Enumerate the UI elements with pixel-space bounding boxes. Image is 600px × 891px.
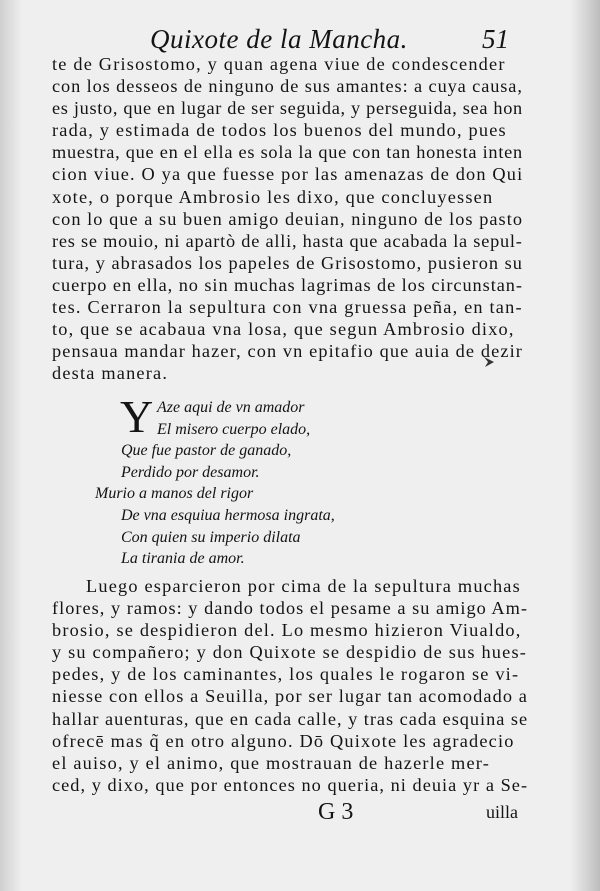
page-edge-shadow — [570, 0, 600, 891]
text-line: te de Grisostomo, y quan agena viue de condescender — [52, 54, 506, 74]
text-line: y su compañero; y don Quixote se despidio de sus hues- — [52, 642, 528, 663]
signature-mark: G 3 — [318, 799, 354, 825]
page-number: 51 — [482, 24, 509, 54]
text-line: res se mouio, ni apartò de alli, hasta que acabada la sepul- — [52, 230, 523, 251]
text-line: es justo, que en lugar de ser seguida, y perseguida, sea hon — [52, 98, 523, 119]
page-gutter-shadow — [0, 0, 22, 891]
text-line: flores, y ramos: y dando todos el pesame a su amigo Am- — [52, 598, 529, 619]
text-line: xote, o porque Ambrosio les dixo, que concluyessen — [52, 186, 494, 207]
text-line: pensaua mandar hazer, con vn epitafio que auia de dezir — [52, 341, 523, 362]
text-line: brosio, se despidieron del. Lo mesmo hizieron Viualdo, — [52, 620, 522, 641]
text-line: ced, y dixo, que por entonces no queria, ni deuia yr a Se- — [52, 774, 529, 795]
prose-top — [52, 53, 522, 384]
text-line: cuerpo en ella, no sin muchas lagrimas de los circunstan- — [52, 274, 523, 295]
text-line: con los desseos de ninguno de sus amantes: a cuya causa, — [52, 76, 523, 97]
verse-line: Perdido por desamor. — [121, 463, 260, 481]
text-line: rada, y estimada de todos los buenos del mundo, pues — [52, 120, 507, 141]
text-line: con lo que a su buen amigo deuian, ninguno de los pasto — [52, 208, 524, 229]
page-header — [150, 20, 530, 56]
verse-line: De vna esquiua hermosa ingrata, — [121, 506, 335, 524]
epitaph-verse — [95, 391, 395, 570]
ink-mark — [482, 355, 496, 369]
text-line: niesse con ellos a Seuilla, por ser lugar tan acomodado a — [52, 686, 528, 707]
text-line: pedes, y de los caminantes, los quales le rogaron se vi- — [52, 664, 520, 685]
text-line: desta manera. — [52, 363, 169, 384]
verse-line: El misero cuerpo elado, — [157, 420, 311, 438]
text-line: muestra, que en el ella es sola la que con tan honesta inten — [52, 142, 523, 163]
text-line: el auiso, y el animo, que mostrauan de hazerle mer- — [52, 752, 490, 773]
prose-bottom — [52, 575, 527, 796]
drop-cap: Y — [120, 391, 154, 442]
verse-line: Con quien su imperio dilata — [121, 528, 301, 546]
verse-line: Aze aqui de vn amador — [157, 399, 305, 416]
text-line: cion viue. O ya que fuesse por las amenazas de don Qui — [52, 164, 524, 185]
verse-line: Murio a manos del rigor — [95, 485, 254, 503]
text-line: to, que se acabaua vna losa, que segun Ambrosio dixo, — [52, 319, 515, 340]
verse-line: Que fue pastor de ganado, — [121, 442, 292, 460]
text-line: hallar auenturas, que en cada calle, y tras cada esquina se — [52, 708, 529, 729]
text-line: Luego esparcieron por cima de la sepultura muchas — [86, 576, 521, 596]
running-title: Quixote de la Mancha. — [150, 24, 408, 54]
catchword: uilla — [486, 802, 518, 822]
verse-line: La tirania de amor. — [121, 550, 245, 568]
text-line: tura, y abrasados los papeles de Grisostomo, pusieron su — [52, 252, 523, 273]
text-line: tes. Cerraron la sepultura con vna gruessa peña, en tan- — [52, 297, 523, 318]
text-line: ofrecē mas q̃ en otro alguno. Dō Quixote les agradecio — [52, 730, 515, 751]
